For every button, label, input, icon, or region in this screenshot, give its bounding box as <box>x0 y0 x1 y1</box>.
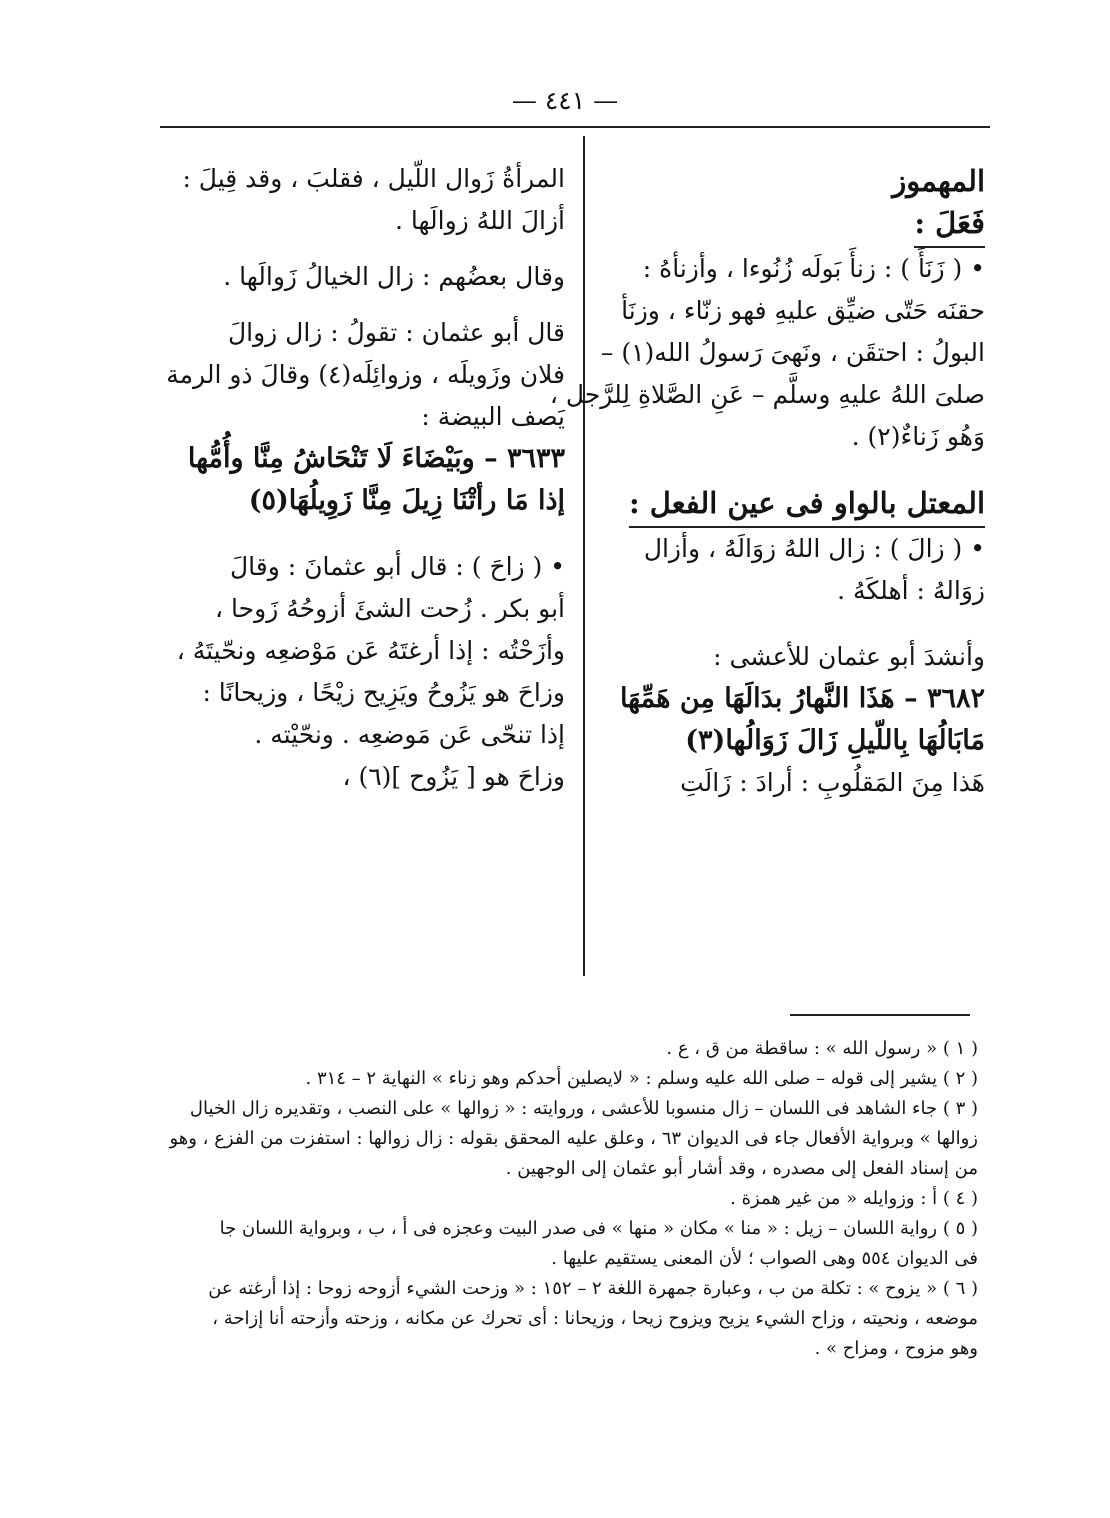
line-text: ٣٦٣٣ – وبَيْضَاءَ لَا تَنْحَاشُ مِنَّا وأُمُّها <box>187 443 565 474</box>
page-number: — ٤٤١ — <box>511 86 619 115</box>
line-text: البولُ : احتقَن ، ونَهىَ رَسولُ الله(١) – <box>600 338 985 367</box>
line-text: وزاحَ هو يَزُوحُ ويَزِيح زيْحًا ، وزيحانًا : <box>202 678 565 707</box>
spacer <box>600 458 985 482</box>
line-text: وقال بعضُهم : زال الخيالُ زَوالَها . <box>223 262 565 291</box>
text-line <box>165 396 565 438</box>
line-text: • ( زَنَأَ ) : زنأَ بَولَه زُنُوءا ، وأزنأهُ : <box>642 254 985 283</box>
text-line <box>165 756 565 798</box>
spacer <box>600 612 985 636</box>
footnote-line: زوالها » وبرواية الأفعال جاء فى الديوان ٦٣ ، وعلق عليه المحقق بقوله : زال زوالها : استفزت من الفزع ، وهو <box>169 1128 978 1149</box>
text-line <box>600 570 985 612</box>
footnote-line: من إسناد الفعل إلى مصدره ، وقد أشار أبو عثمان إلى الوجهين . <box>505 1158 978 1179</box>
text-line <box>600 290 985 332</box>
left-column <box>165 158 565 798</box>
line-text: هَذا مِنَ المَقلُوبِ : أرادَ : زَالَتِ <box>680 768 985 797</box>
line-text: وأنشدَ أبو عثمان للأعشى : <box>713 642 985 671</box>
text-line <box>165 256 565 298</box>
text-line <box>165 630 565 672</box>
text-line <box>600 482 985 528</box>
line-text: مَابَالُهَا بِاللّيلِ زَالَ زَوَالُها(٣) <box>685 725 985 756</box>
line-text: يَصف البيضة : <box>421 402 565 431</box>
line-text: المعتل بالواو فى عين الفعل : <box>629 482 985 528</box>
text-line <box>600 720 985 762</box>
line-text: حقنَه حَتّى ضيِّق عليهِ فهو زنّاء ، وزنَأ <box>621 296 985 325</box>
text-line <box>165 546 565 588</box>
text-line <box>165 200 565 242</box>
text-line <box>600 762 985 804</box>
line-text: المهموز <box>892 164 985 198</box>
line-text: فَعَلَ : <box>914 202 985 248</box>
text-line <box>165 480 565 522</box>
footnote-line: ( ٤ ) أ : وزوايله « من غير همزة . <box>730 1188 978 1209</box>
line-text: • ( زالَ ) : زال اللهُ زوَالَهُ ، وأزال <box>643 534 985 563</box>
column-divider <box>583 136 585 976</box>
footnotes <box>148 1034 978 1364</box>
text-line <box>165 312 565 354</box>
line-text: قال أبو عثمان : تقولُ : زال زوالَ <box>227 318 565 347</box>
line-text: إذا مَا رأتْنَا زِيلَ مِنَّا زَوِيلُهَا(٥) <box>248 485 565 516</box>
text-line <box>600 160 985 202</box>
text-line <box>600 636 985 678</box>
line-text: إذا تنحّى عَن مَوضعِه . ونحّيْته . <box>254 720 565 749</box>
line-text: أزالَ اللهُ زوالَها . <box>394 206 565 235</box>
text-line <box>165 588 565 630</box>
text-line <box>600 416 985 458</box>
footnote-line: ( ٣ ) جاء الشاهد فى اللسان – زال منسوبا للأعشى ، وروايته : « زوالها » على النصب ، وتقديره زال الخيال <box>189 1098 978 1119</box>
line-text: المرأةُ زَوال اللّيل ، فقلبَ ، وقد قِيلَ : <box>182 164 565 193</box>
footnote-rule <box>790 1014 970 1016</box>
text-line <box>600 202 985 248</box>
text-line <box>165 438 565 480</box>
footnote-line: ( ٥ ) رواية اللسان – زيل : « منا » مكان « منها » فى صدر البيت وعجزه فى أ ، ب ، وبرواية اللسان جا <box>219 1218 978 1239</box>
text-line <box>165 354 565 396</box>
right-column <box>549 160 985 804</box>
line-text: زوَالهُ : أهلكَهُ . <box>837 576 985 605</box>
footnote-line: ( ٦ ) « يزوح » : تكلة من ب ، وعبارة جمهرة اللغة ٢ – ١٥٢ : « وزحت الشيء أزوحه زوحا : إذا أرغته عن <box>208 1278 978 1299</box>
text-line <box>600 528 985 570</box>
line-text: فلان وزَويلَه ، وزوائِلَه(٤) وقالَ ذو الرمة <box>166 360 565 389</box>
line-text: وأزَحْتُه : إذا أرغتَهُ عَن مَوْضعِه ونحّيتَهُ ، <box>176 636 565 665</box>
footnote-line: موضعه ، ونحيته ، وزاح الشيء يزيح ويزوح زيحا ، وزيحانا : أى تحرك عن مكانه ، وزحته وأزحته أنا إزاحة ، <box>212 1308 978 1329</box>
text-line <box>165 714 565 756</box>
text-line <box>549 374 985 416</box>
footnote-line: ( ١ ) « رسول الله » : ساقطة من ق ، ع . <box>666 1038 978 1059</box>
footnote-line: فى الديوان ٥٥٤ وهى الصواب ؛ لأن المعنى يستقيم عليها . <box>551 1248 978 1269</box>
text-line <box>165 158 565 200</box>
text-line <box>600 248 985 290</box>
line-text: وَهُو زَناءٌ(٢) . <box>851 422 985 451</box>
text-line <box>165 672 565 714</box>
spacer <box>165 522 565 546</box>
text-line <box>600 332 985 374</box>
text-line <box>600 678 985 720</box>
spacer <box>165 298 565 312</box>
line-text: وزاحَ هو [ يَزُوح ](٦) ، <box>342 762 565 791</box>
line-text: صلىَ اللهُ عليهِ وسلَّم – عَنِ الصَّلاةِ لِلرَّجل ، <box>549 380 985 409</box>
footnote-line: وهو مزوح ، ومزاح » . <box>814 1338 978 1359</box>
header-rule <box>160 126 990 128</box>
footnote-line: ( ٢ ) يشير إلى قوله – صلى الله عليه وسلم : « لايصلين أحدكم وهو زناء » النهاية ٢ – ٣١٤ . <box>305 1068 978 1089</box>
line-text: ٣٦٨٢ – هَذَا النَّهارُ بدَالَهَا مِن هَمِّهَا <box>619 683 985 714</box>
spacer <box>165 242 565 256</box>
line-text: • ( زاحَ ) : قال أبو عثمانَ : وقالَ <box>229 552 565 581</box>
line-text: أبو بكر . زُحت الشئَ أزوحُهُ زَوحا ، <box>215 594 565 623</box>
